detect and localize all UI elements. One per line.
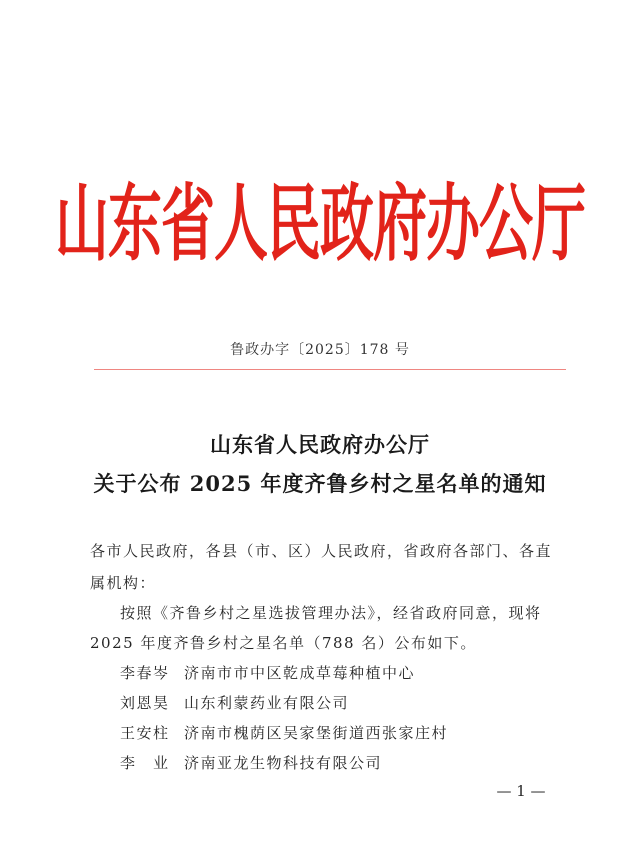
- salutation-line-1: 各市人民政府，各县（市、区）人民政府，省政府各部门、各直: [90, 542, 553, 560]
- notice-title-line-2: 关于公布 2025 年度齐鲁乡村之星名单的通知: [93, 471, 547, 496]
- list-item: [120, 752, 382, 773]
- entry-name: 刘恩昊: [120, 694, 170, 712]
- page-number: — 1 —: [496, 782, 546, 800]
- salutation-line-2: 属机构：: [90, 574, 157, 592]
- list-item: [120, 692, 349, 713]
- notice-title-line-1: 山东省人民政府办公厅: [210, 432, 430, 457]
- entry-name: 李春岑: [120, 664, 170, 682]
- entry-unit: 济南亚龙生物科技有限公司: [184, 754, 383, 772]
- paragraph-line-2: 2025 年度齐鲁乡村之星名单（788 名）公布如下。: [90, 634, 477, 652]
- entry-name: 李 业: [120, 754, 170, 772]
- masthead-title: 山东省人民政府办公厅: [55, 173, 585, 273]
- document-number: 鲁政办字〔2025〕178 号: [230, 342, 410, 358]
- red-divider: [94, 369, 566, 370]
- entry-name: 王安柱: [120, 724, 170, 742]
- list-item: [120, 722, 448, 743]
- entry-unit: 济南市市中区乾成草莓种植中心: [184, 664, 416, 682]
- list-item: [120, 662, 415, 683]
- entry-unit: 济南市槐荫区吴家堡街道西张家庄村: [184, 724, 449, 742]
- entry-unit: 山东利蒙药业有限公司: [184, 694, 350, 712]
- paragraph-line-1: 按照《齐鲁乡村之星选拔管理办法》，经省政府同意，现将: [120, 604, 542, 622]
